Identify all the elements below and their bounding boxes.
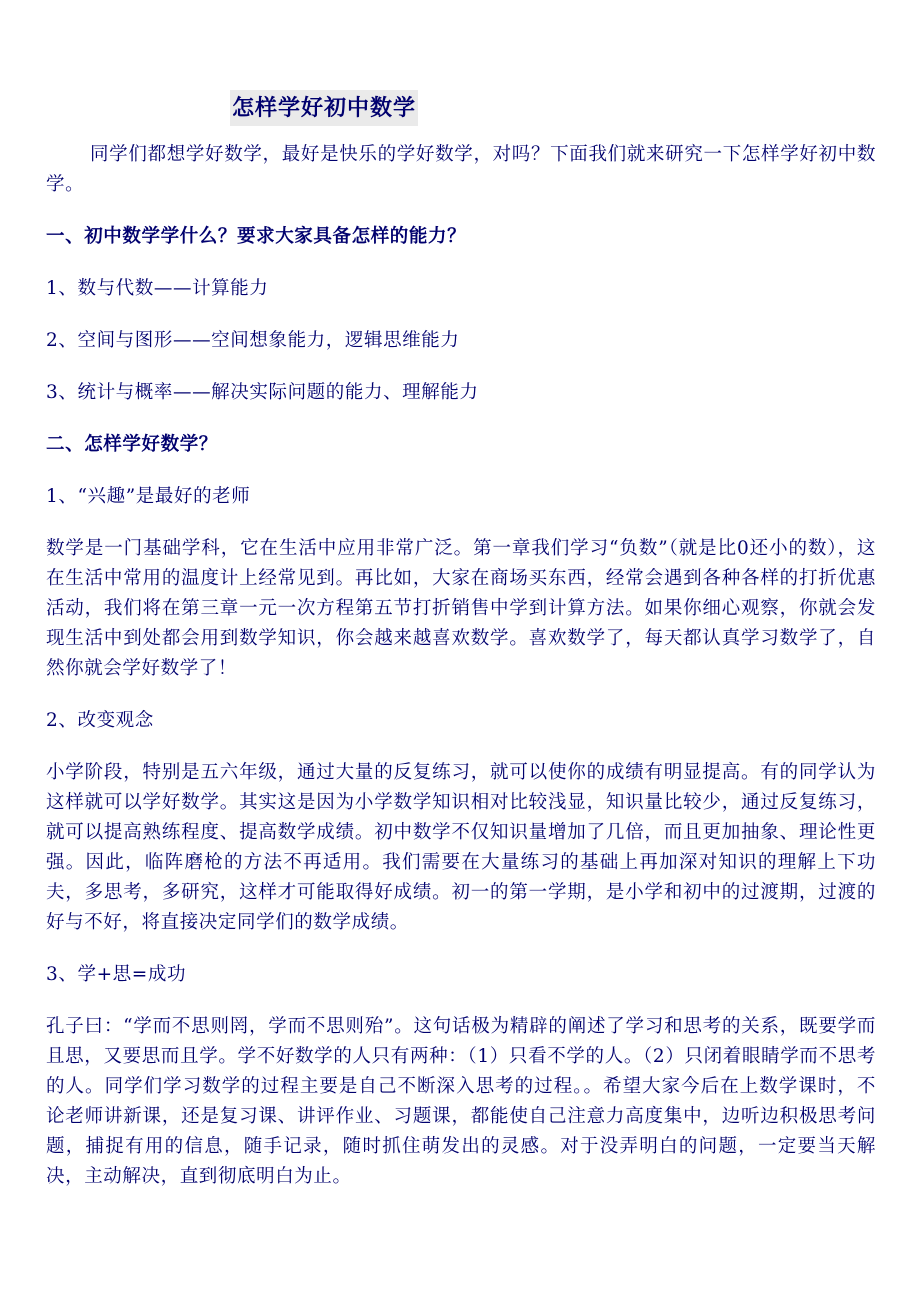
- sub1-body: 数学是一门基础学科，它在生活中应用非常广泛。第一章我们学习“负数”（就是比0还小的数），这在生活中常用的温度计上经常见到。再比如，大家在商场买东西，经常会遇到各种各样的打折优惠活动，我们将在第三章一元一次方程第五节打折销售中学到计算方法。如果你细心观察，你就会发现生活中到处都会用到数学知识，你会越来越喜欢数学。喜欢数学了，每天都认真学习数学了，自然你就会学好数学了！: [46, 538, 876, 679]
- section1-item-3: 3、统计与概率——解决实际问题的能力、理解能力: [46, 382, 479, 403]
- section1-item-1: 1、数与代数——计算能力: [46, 278, 269, 299]
- sub3-heading: 3、学+思=成功: [46, 964, 187, 985]
- intro-paragraph: 同学们都想学好数学，最好是快乐的学好数学，对吗？下面我们就来研究一下怎样学好初中数学。: [46, 144, 876, 195]
- document-title: 怎样学好初中数学: [230, 90, 418, 126]
- sub1-heading: 1、“兴趣”是最好的老师: [46, 486, 251, 507]
- section1-heading: 一、初中数学学什么？要求大家具备怎样的能力？: [46, 226, 467, 247]
- section2-heading: 二、怎样学好数学？: [46, 434, 218, 455]
- sub2-heading: 2、改变观念: [46, 710, 154, 731]
- document-page: [46, 90, 876, 1192]
- sub3-body: 孔子曰：“学而不思则罔，学而不思则殆”。这句话极为精辟的阐述了学习和思考的关系，既要学而且思，又要思而且学。学不好数学的人只有两种：（1）只看不学的人。（2）只闭着眼睛学而不思考的人。同学们学习数学的过程主要是自己不断深入思考的过程。。希望大家今后在上数学课时，不论老师讲新课，还是复习课、讲评作业、习题课，都能使自己注意力高度集中，边听边积极思考问题，捕捉有用的信息，随手记录，随时抓住萌发出的灵感。对于没弄明白的问题，一定要当天解决，主动解决，直到彻底明白为止。: [46, 1016, 876, 1187]
- section1-item-2: 2、空间与图形——空间想象能力，逻辑思维能力: [46, 330, 460, 351]
- sub2-body: 小学阶段，特别是五六年级，通过大量的反复练习，就可以使你的成绩有明显提高。有的同学认为这样就可以学好数学。其实这是因为小学数学知识相对比较浅显，知识量比较少，通过反复练习，就可以提高熟练程度、提高数学成绩。初中数学不仅知识量增加了几倍，而且更加抽象、理论性更强。因此，临阵磨枪的方法不再适用。我们需要在大量练习的基础上再加深对知识的理解上下功夫，多思考，多研究，这样才可能取得好成绩。初一的第一学期，是小学和初中的过渡期，过渡的好与不好，将直接决定同学们的数学成绩。: [46, 762, 876, 933]
